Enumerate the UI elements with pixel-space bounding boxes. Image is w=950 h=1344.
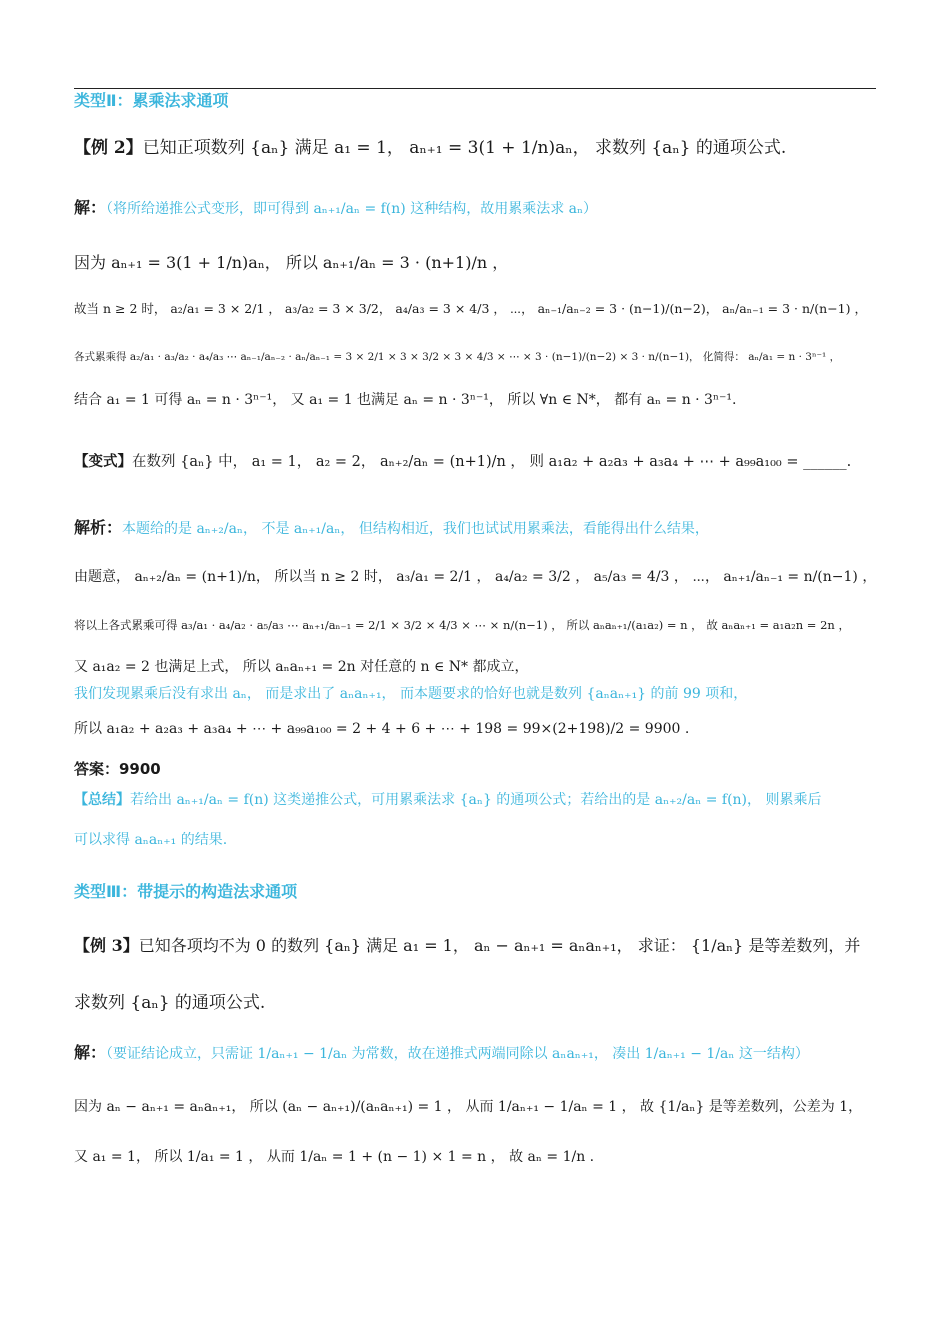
section-heading-type3: 类型Ⅲ：带提示的构造法求通项 xyxy=(74,882,298,901)
solution-2-hint: （将所给递推公式变形，即可得到 aₙ₊₁/aₙ = f(n) 这种结构，故用累乘法求 aₙ） xyxy=(106,201,598,217)
summary-label: 【总结】 xyxy=(74,792,130,808)
analysis-label: 解析： xyxy=(74,518,123,537)
analysis-line-2: 将以上各式累乘可得 a₃/a₁ · a₄/a₂ · a₅/a₃ ⋯ aₙ₊₁/aₙ₋₁ = 2/1 × 3/2 × 4/3 × ⋯ × n/(n−1) ， 所以 aₙaₙ₊₁/(a₁a₂) = n ， 故 aₙaₙ₊₁ = a₁a₂n = 2n ， xyxy=(74,618,850,632)
analysis-hint-line xyxy=(74,520,876,536)
example-3-line-2: 求数列 {aₙ} 的通项公式. xyxy=(74,993,266,1013)
answer: 答案：9900 xyxy=(74,760,161,778)
solution-2-hint-line xyxy=(74,200,876,216)
example-3-label: 【例 3】 xyxy=(74,936,139,955)
variant-label: 【变式】 xyxy=(74,453,132,470)
analysis-line-1: 由题意， aₙ₊₂/aₙ = (n+1)/n， 所以当 n ≥ 2 时， a₃/a₁ = 2/1 ， a₄/a₂ = 3/2 ， a₅/a₃ = 4/3 ， ⋯， aₙ₊₁/aₙ₋₁ = n/(n−1) ， xyxy=(74,569,877,585)
variant-text: 在数列 {aₙ} 中， a₁ = 1， a₂ = 2， aₙ₊₂/aₙ = (n+1)/n ， 则 a₁a₂ + a₂a₃ + a₃a₄ + ⋯ + a₉₉a₁₀₀ = ______. xyxy=(132,454,852,470)
analysis-final-line: 所以 a₁a₂ + a₂a₃ + a₃a₄ + ⋯ + a₉₉a₁₀₀ = 2 + 4 + 6 + ⋯ + 198 = 99×(2+198)/2 = 9900 . xyxy=(74,721,690,737)
top-rule xyxy=(74,88,876,89)
example-2-label: 【例 2】 xyxy=(74,138,143,158)
solution-3-hint: （要证结论成立，只需证 1/aₙ₊₁ − 1/aₙ 为常数，故在递推式两端同除以 aₙaₙ₊₁， 凑出 1/aₙ₊₁ − 1/aₙ 这一结构） xyxy=(106,1046,809,1062)
summary-line-1 xyxy=(74,793,876,807)
example-2 xyxy=(74,140,876,157)
example-3-line-1 xyxy=(74,938,876,954)
solution-2-line-3: 各式累乘得 a₂/a₁ · a₃/a₂ · a₄/a₃ ⋯ aₙ₋₁/aₙ₋₂ · aₙ/aₙ₋₁ = 3 × 2/1 × 3 × 3/2 × 3 × 4/3 × ⋯ × 3 · (n−1)/(n−2) × 3 · n/(n−1)， 化简得： aₙ/a₁ = n · 3ⁿ⁻¹ ， xyxy=(74,351,841,363)
analysis-hint: 本题给的是 aₙ₊₂/aₙ， 不是 aₙ₊₁/aₙ， 但结构相近，我们也试试用累乘法，看能得出什么结果， xyxy=(122,521,709,537)
analysis-line-3: 又 a₁a₂ = 2 也满足上式， 所以 aₙaₙ₊₁ = 2n 对任意的 n ∈ N* 都成立， xyxy=(74,659,529,675)
summary-line-2: 可以求得 aₙaₙ₊₁ 的结果. xyxy=(74,832,228,848)
analysis-blue-line: 我们发现累乘后没有求出 aₙ， 而是求出了 aₙaₙ₊₁， 而本题要求的恰好也就是数列 {aₙaₙ₊₁} 的前 99 项和， xyxy=(74,686,748,702)
solution-2-label: 解： xyxy=(74,198,107,217)
example-3-text-1: 已知各项均不为 0 的数列 {aₙ} 满足 a₁ = 1， aₙ − aₙ₊₁ = aₙaₙ₊₁， 求证： {1/aₙ} 是等差数列，并 xyxy=(138,936,861,955)
solution-2-line-4: 结合 a₁ = 1 可得 aₙ = n · 3ⁿ⁻¹， 又 a₁ = 1 也满足 aₙ = n · 3ⁿ⁻¹， 所以 ∀n ∈ N*， 都有 aₙ = n · 3ⁿ⁻¹. xyxy=(74,392,737,408)
solution-3-line-2: 又 a₁ = 1， 所以 1/a₁ = 1 ， 从而 1/aₙ = 1 + (n − 1) × 1 = n ， 故 aₙ = 1/n . xyxy=(74,1149,595,1165)
solution-2-line-1: 因为 aₙ₊₁ = 3(1 + 1/n)aₙ， 所以 aₙ₊₁/aₙ = 3 · (n+1)/n ， xyxy=(74,253,509,272)
example-2-text: 已知正项数列 {aₙ} 满足 a₁ = 1， aₙ₊₁ = 3(1 + 1/n)aₙ， 求数列 {aₙ} 的通项公式. xyxy=(142,138,787,158)
section-heading-type2: 类型Ⅱ：累乘法求通项 xyxy=(74,91,229,110)
solution-3-label: 解： xyxy=(74,1043,107,1062)
summary-text-1: 若给出 aₙ₊₁/aₙ = f(n) 这类递推公式，可用累乘法求 {aₙ} 的通项公式；若给出的是 aₙ₊₂/aₙ = f(n)， 则累乘后 xyxy=(130,792,822,808)
solution-3-hint-line xyxy=(74,1045,876,1061)
variant xyxy=(74,455,876,470)
solution-2-line-2: 故当 n ≥ 2 时， a₂/a₁ = 3 × 2/1 ， a₃/a₂ = 3 × 3/2， a₄/a₃ = 3 × 4/3 ， ⋯， aₙ₋₁/aₙ₋₂ = 3 · (n−1)/(n−2)， aₙ/aₙ₋₁ = 3 · n/(n−1) ， xyxy=(74,301,867,316)
solution-3-line-1: 因为 aₙ − aₙ₊₁ = aₙaₙ₊₁， 所以 (aₙ − aₙ₊₁)/(aₙaₙ₊₁) = 1 ， 从而 1/aₙ₊₁ − 1/aₙ = 1 ， 故 {1/aₙ} 是等差数列，公差为 1， xyxy=(74,1099,863,1115)
